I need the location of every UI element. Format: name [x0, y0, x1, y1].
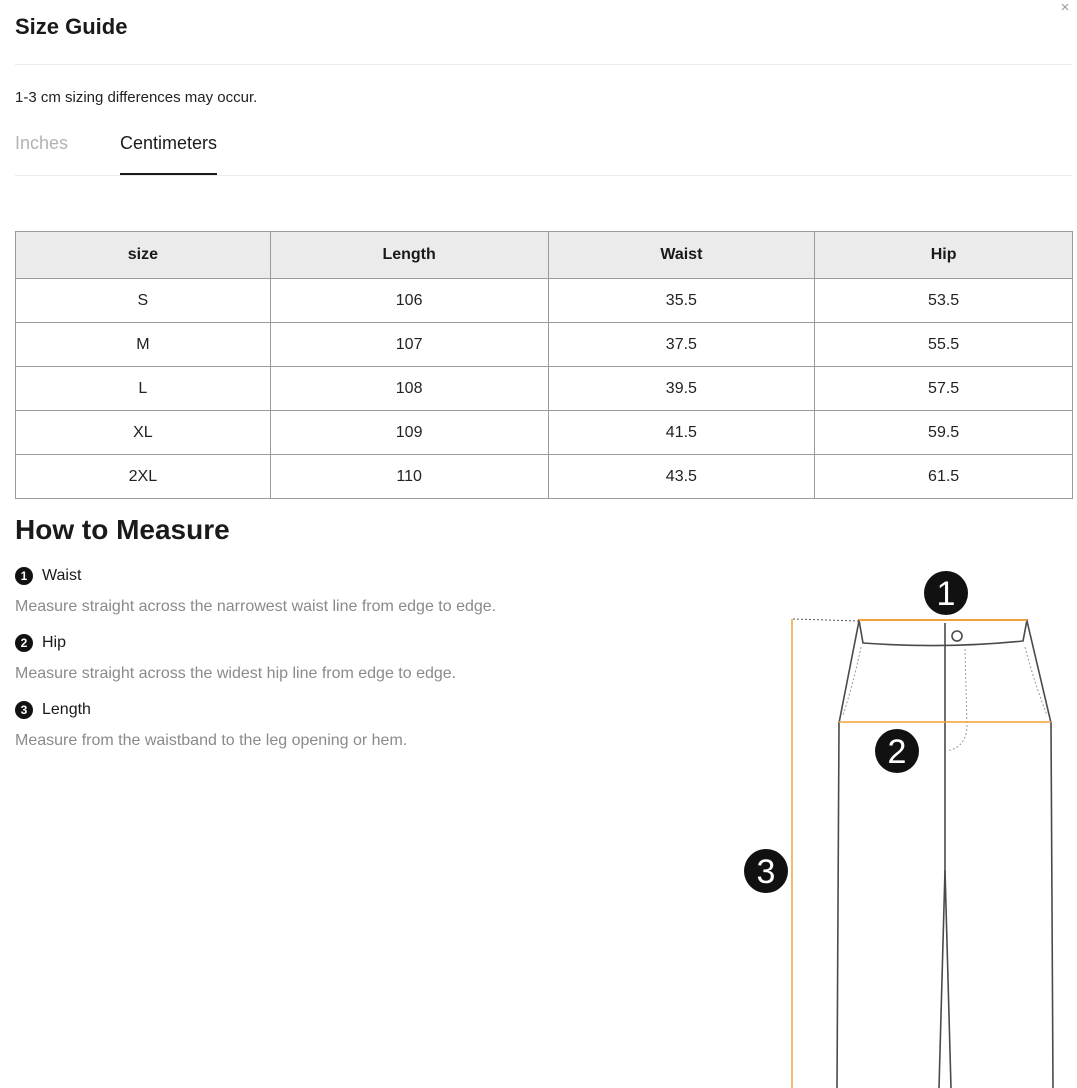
- table-cell: 35.5: [548, 279, 815, 323]
- measure-item-length: [15, 701, 407, 750]
- measure-label: Waist: [42, 567, 82, 584]
- column-header-waist: Waist: [548, 232, 815, 279]
- table-cell: 53.5: [815, 279, 1073, 323]
- table-cell: 106: [270, 279, 548, 323]
- table-cell: 55.5: [815, 323, 1073, 367]
- header-divider: [15, 64, 1072, 65]
- pants-measurement-diagram: [735, 565, 1077, 1088]
- how-to-measure-title: How to Measure: [15, 514, 230, 545]
- svg-text:1: 1: [936, 575, 956, 613]
- hip-number-badge-icon: [875, 729, 919, 773]
- measure-description: Measure straight across the widest hip line from edge to edge.: [15, 665, 457, 682]
- table-cell: 57.5: [815, 367, 1073, 411]
- table-cell: 37.5: [548, 323, 815, 367]
- column-header-hip: Hip: [815, 232, 1073, 279]
- size-table: [15, 231, 1073, 499]
- table-cell: 109: [270, 411, 548, 455]
- table-cell: M: [16, 323, 271, 367]
- table-cell: 110: [270, 455, 548, 499]
- measure-description: Measure straight across the narrowest waist line from edge to edge.: [15, 598, 497, 615]
- tabs-divider: [15, 175, 1072, 176]
- table-cell: 107: [270, 323, 548, 367]
- measure-item-hip: [15, 634, 456, 683]
- table-cell: L: [16, 367, 271, 411]
- unit-tabs: [15, 130, 1072, 176]
- page-title: Size Guide: [15, 14, 128, 39]
- measure-label: Length: [42, 701, 91, 718]
- svg-text:3: 3: [756, 853, 776, 891]
- length-number-badge-icon: [744, 849, 788, 893]
- sizing-note: 1-3 cm sizing differences may occur.: [15, 89, 258, 106]
- table-header-row: [16, 232, 1073, 279]
- measure-heading: [15, 634, 456, 652]
- pants-illustration: [735, 565, 1077, 1088]
- table-row: [16, 279, 1073, 323]
- close-icon[interactable]: ×: [1060, 0, 1070, 16]
- table-row: [16, 411, 1073, 455]
- number-badge-icon: 3: [15, 701, 33, 719]
- table-cell: 43.5: [548, 455, 815, 499]
- measure-item-waist: [15, 567, 496, 616]
- svg-text:2: 2: [887, 733, 907, 771]
- waist-number-badge-icon: [924, 571, 968, 615]
- tab-centimeters[interactable]: Centimeters: [120, 130, 217, 175]
- tab-inches[interactable]: Inches: [15, 133, 69, 153]
- measure-label: Hip: [42, 634, 67, 651]
- measure-heading: [15, 701, 407, 719]
- column-header-length: Length: [270, 232, 548, 279]
- table-cell: 108: [270, 367, 548, 411]
- table-cell: 61.5: [815, 455, 1073, 499]
- measure-description: Measure from the waistband to the leg opening or hem.: [15, 732, 408, 749]
- table-row: [16, 323, 1073, 367]
- table-cell: 41.5: [548, 411, 815, 455]
- table-cell: S: [16, 279, 271, 323]
- measure-heading: [15, 567, 496, 585]
- length-guide-dotted-line: [793, 619, 859, 621]
- number-badge-icon: 1: [15, 567, 33, 585]
- table-cell: 2XL: [16, 455, 271, 499]
- table-cell: 59.5: [815, 411, 1073, 455]
- table-row: [16, 455, 1073, 499]
- pants-outline: [837, 620, 1053, 1088]
- table-cell: XL: [16, 411, 271, 455]
- table-row: [16, 367, 1073, 411]
- table-cell: 39.5: [548, 367, 815, 411]
- number-badge-icon: 2: [15, 634, 33, 652]
- column-header-size: size: [16, 232, 271, 279]
